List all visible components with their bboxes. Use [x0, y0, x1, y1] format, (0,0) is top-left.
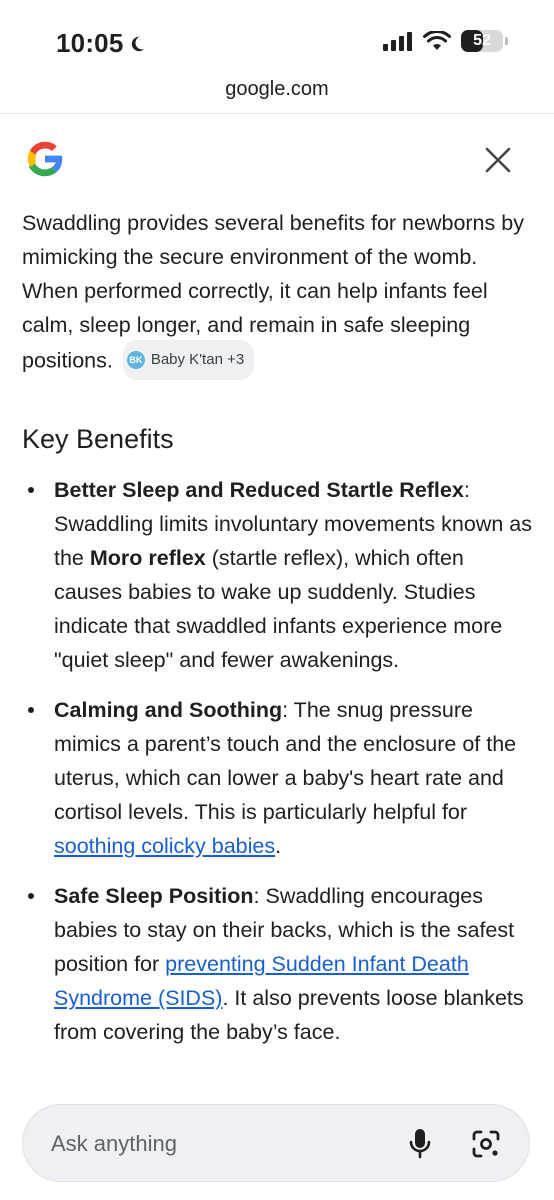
benefit-text: . — [275, 834, 282, 858]
lens-button[interactable] — [467, 1125, 505, 1163]
benefits-list — [22, 473, 534, 1049]
ask-input[interactable] — [51, 1127, 391, 1161]
close-button[interactable] — [478, 140, 518, 180]
source-chip-label: Baby K'tan +3 — [150, 351, 245, 368]
ask-bar — [22, 1104, 530, 1182]
status-time — [56, 28, 146, 59]
cellular-signal-icon — [383, 31, 413, 51]
battery-indicator — [461, 30, 503, 52]
intro-paragraph — [22, 206, 534, 382]
battery-level: 52 — [473, 32, 491, 49]
benefit-text: : Swaddling limits involuntary movements known as the — [54, 478, 532, 570]
benefit-title: Better Sleep and Reduced Startle Reflex — [54, 478, 464, 502]
intro-text: Swaddling provides several benefits for newborns by mimicking the secure environment of the womb. When performed correctly, it can help infants feel calm, sleep longer, and remain in safe sleeping positions. — [22, 211, 524, 373]
google-g-icon — [22, 136, 68, 182]
wifi-icon — [423, 31, 451, 51]
benefit-text: . It also prevents loose blankets from covering the baby’s face. — [54, 986, 524, 1044]
status-time-text: 10:05 — [56, 28, 124, 58]
benefit-title: Safe Sleep Position — [54, 884, 254, 908]
benefit-link[interactable]: soothing colicky babies — [54, 834, 276, 858]
list-item — [22, 473, 534, 677]
mic-icon — [408, 1128, 432, 1160]
benefit-text: : Swaddling encourages babies to stay on their backs, which is the safest position for — [54, 884, 515, 976]
benefit-link[interactable]: preventing Sudden Infant Death Syndrome (SIDS) — [54, 952, 469, 1010]
battery-cap — [505, 37, 508, 45]
url-bar[interactable] — [0, 78, 554, 114]
close-icon — [485, 147, 511, 173]
benefit-text: (startle reflex), which often causes babies to wake up suddenly. Studies indicate that swaddled infants experience more "quiet sleep" and fewer awakenings. — [54, 546, 503, 672]
source-chip[interactable] — [123, 340, 254, 380]
ai-overview-content — [22, 206, 534, 1065]
moon-icon — [128, 34, 146, 54]
status-indicators — [383, 30, 508, 52]
benefit-text: : The snug pressure mimics a parent’s touch and the enclosure of the uterus, which can lower a baby's heart rate and cortisol levels. This is particularly helpful for — [54, 698, 517, 824]
status-bar — [0, 0, 554, 80]
list-item — [22, 693, 534, 863]
source-favicon-icon: BK — [127, 351, 145, 369]
benefit-title: Calming and Soothing — [54, 698, 283, 722]
mic-button[interactable] — [401, 1125, 439, 1163]
list-item — [22, 879, 534, 1049]
lens-icon — [471, 1129, 501, 1159]
header-row — [0, 132, 554, 188]
url-text: google.com — [225, 78, 329, 100]
section-heading: Key Benefits — [22, 424, 174, 454]
benefit-bold-term: Moro reflex — [89, 546, 206, 570]
